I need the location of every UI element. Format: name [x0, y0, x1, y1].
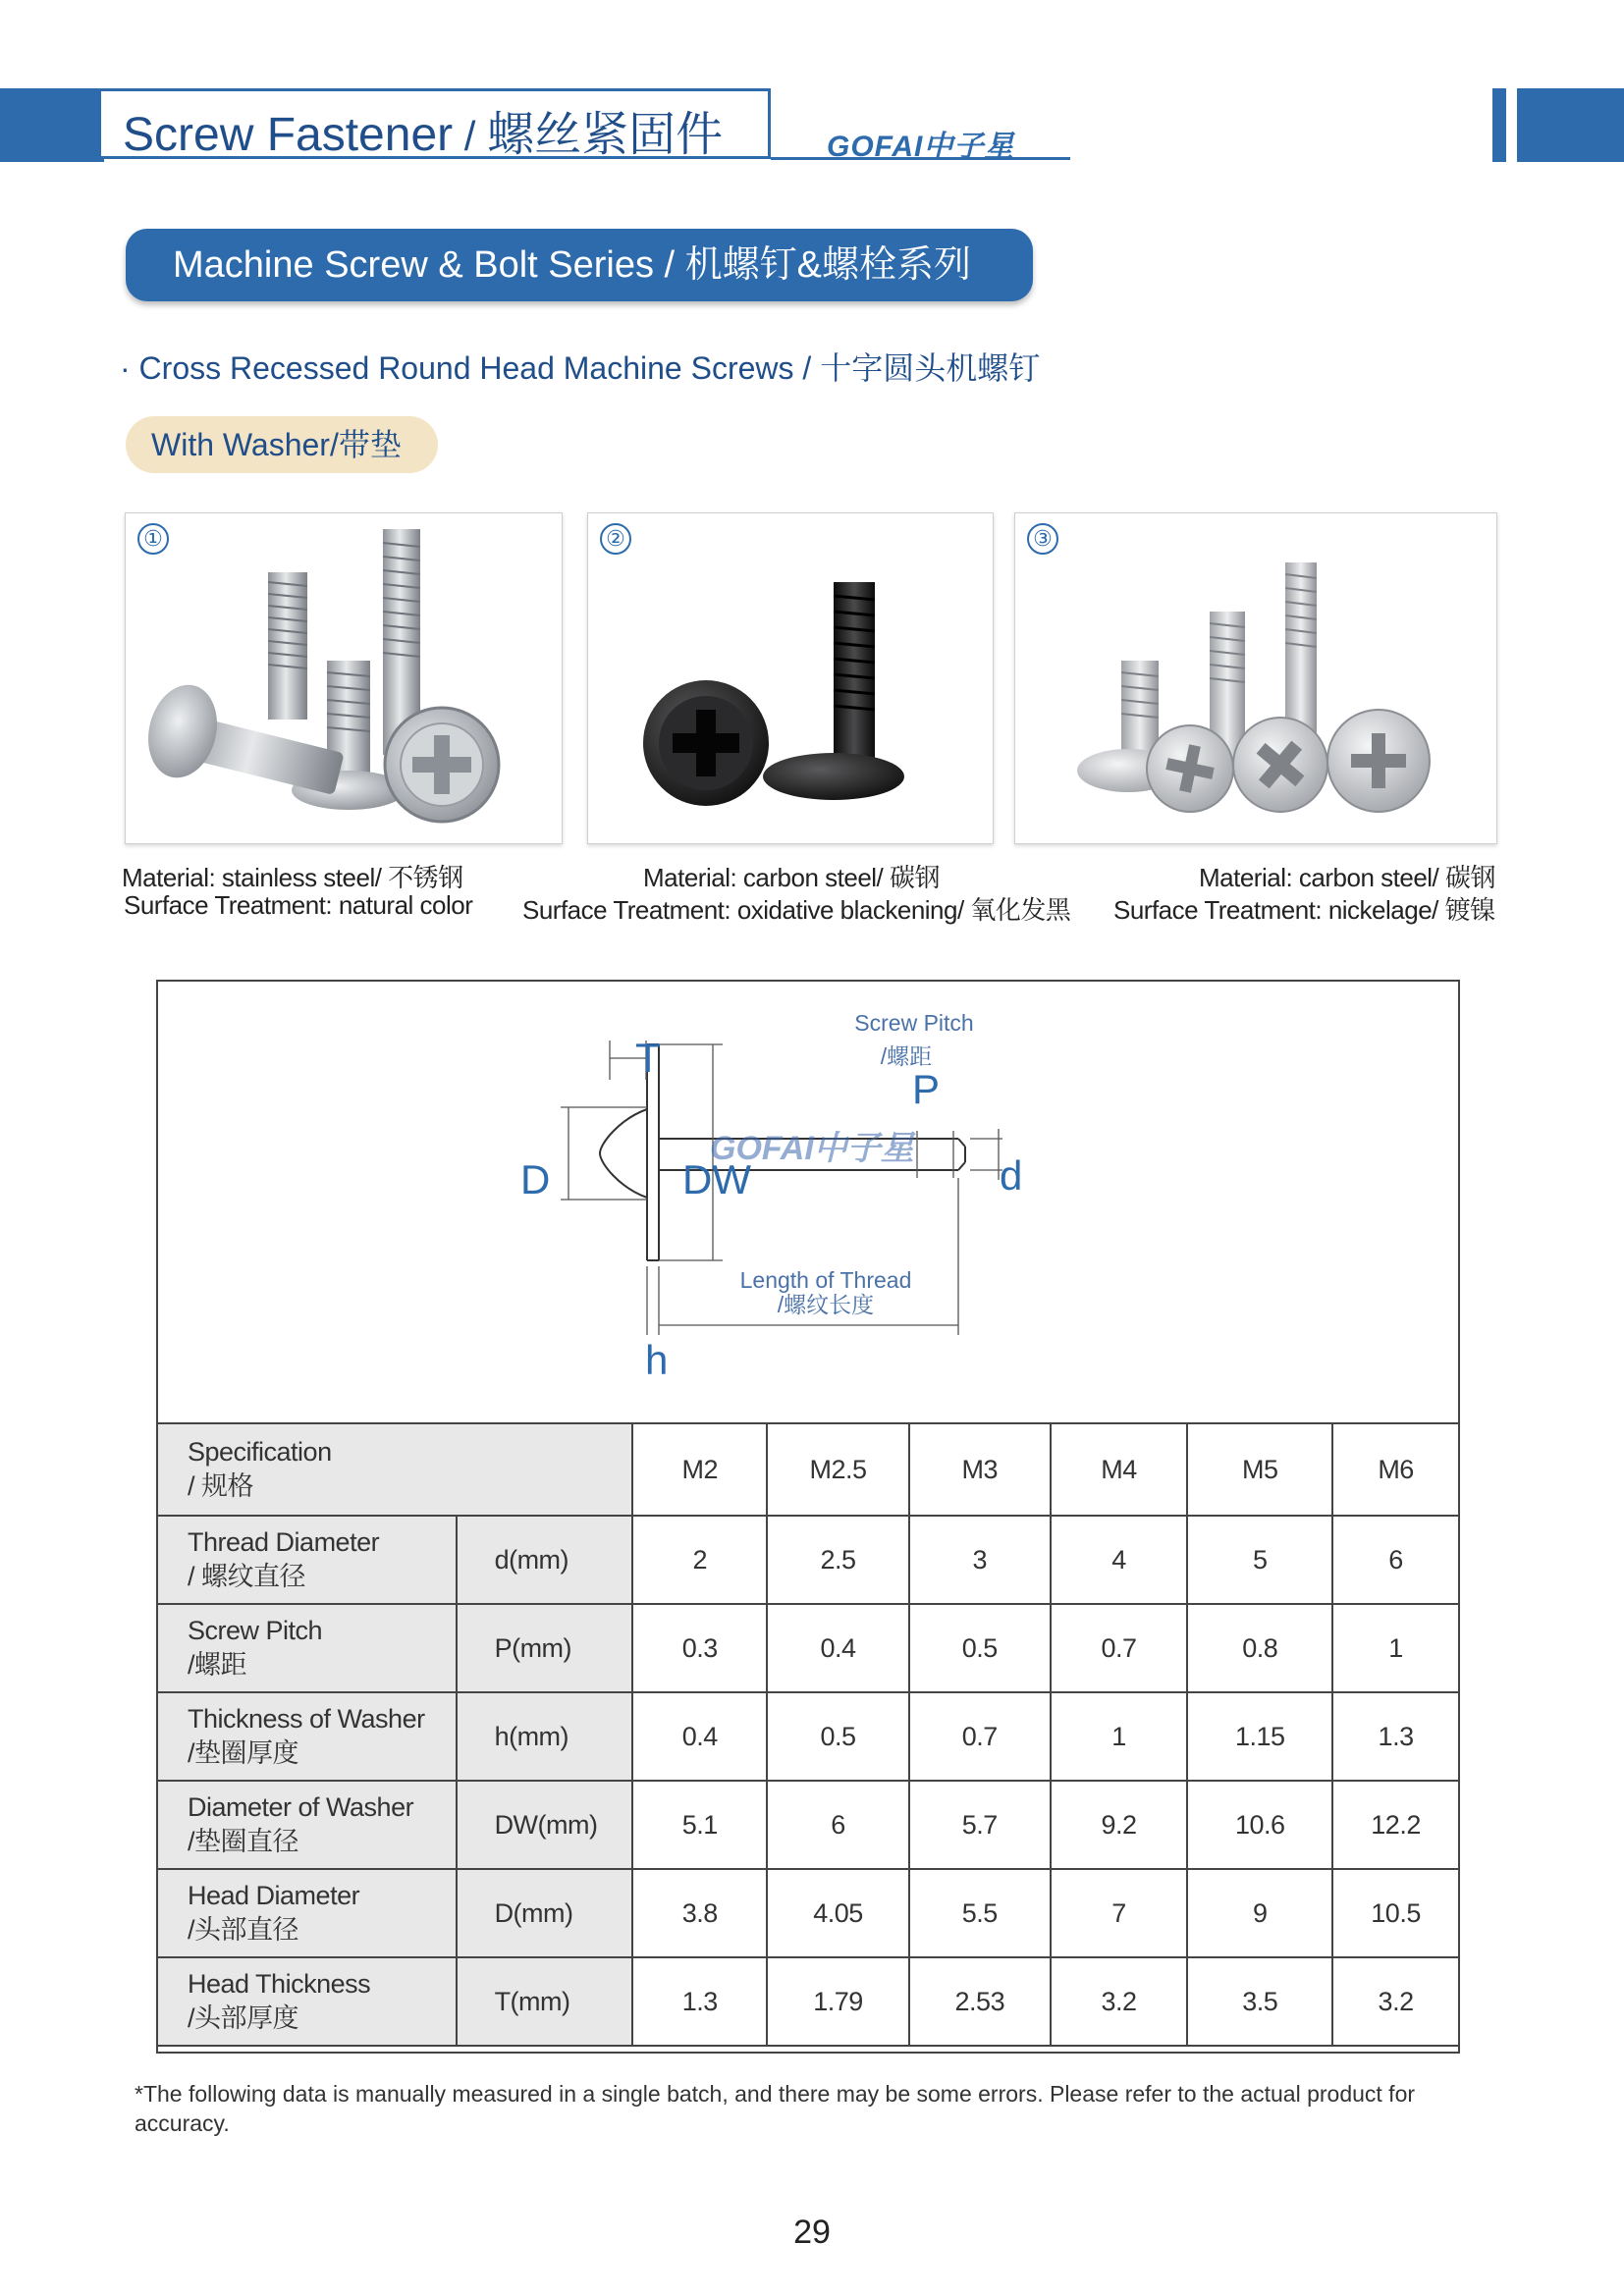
row-name: Head Diameter: [188, 1881, 360, 1910]
row-name: Screw Pitch: [188, 1616, 323, 1645]
table-cell: 0.5: [909, 1604, 1051, 1692]
spec-table: [156, 1422, 1460, 2047]
table-row: [157, 1869, 1459, 1957]
size-header: M3: [909, 1423, 1051, 1516]
row-name: Thickness of Washer: [188, 1704, 425, 1734]
product-photo-1: [125, 512, 563, 844]
table-row: [157, 1692, 1459, 1781]
row-name-cn: /垫圈直径: [188, 1827, 299, 1856]
nickel-screws-image: [1015, 513, 1496, 843]
table-cell: 2.53: [909, 1957, 1051, 2046]
page-title: [123, 96, 723, 164]
product-photo-3: [1014, 512, 1497, 844]
row-label: [157, 1957, 457, 2046]
table-cell: 0.7: [1051, 1604, 1188, 1692]
table-header-row: [157, 1423, 1459, 1516]
table-cell: 0.4: [632, 1692, 767, 1781]
table-cell: 5.5: [909, 1869, 1051, 1957]
table-cell: 4.05: [767, 1869, 909, 1957]
label-T: T: [635, 1035, 661, 1081]
product-number-1: ①: [137, 523, 169, 555]
table-cell: 3: [909, 1516, 1051, 1604]
spec-label: Specification: [188, 1437, 332, 1467]
series-banner: Machine Screw & Bolt Series / 机螺钉&螺栓系列: [126, 229, 1033, 301]
row-name: Thread Diameter: [188, 1527, 380, 1557]
row-unit: P(mm): [457, 1604, 633, 1692]
size-header: M6: [1332, 1423, 1459, 1516]
page-title-separator: /: [453, 113, 488, 159]
label-D: D: [520, 1156, 551, 1202]
page-title-en: Screw Fastener: [123, 109, 454, 161]
table-cell: 3.2: [1332, 1957, 1459, 2046]
footnote: *The following data is manually measured in a single batch, and there may be some errors. Please refer to the actual product for accuracy.: [135, 2081, 1416, 2136]
table-cell: 10.5: [1332, 1869, 1459, 1957]
product-3-material: Material: carbon steel/ 碳钢: [1199, 863, 1496, 892]
table-row: [157, 1781, 1459, 1869]
table-cell: 5: [1187, 1516, 1332, 1604]
row-label: [157, 1869, 457, 1957]
row-name-cn: /垫圈厚度: [188, 1738, 299, 1768]
row-name: Diameter of Washer: [188, 1792, 414, 1822]
table-cell: 12.2: [1332, 1781, 1459, 1869]
size-header: M5: [1187, 1423, 1332, 1516]
header-bar-left: [0, 88, 104, 162]
table-cell: 2: [632, 1516, 767, 1604]
product-2-material: Material: carbon steel/ 碳钢: [643, 863, 941, 892]
table-cell: 3.2: [1051, 1957, 1188, 2046]
table-cell: 4: [1051, 1516, 1188, 1604]
size-header: M4: [1051, 1423, 1188, 1516]
thread-length-label: Length of Thread: [739, 1267, 912, 1293]
table-row: [157, 1516, 1459, 1604]
page-number: 29: [793, 2214, 831, 2251]
table-cell: 0.7: [909, 1692, 1051, 1781]
table-cell: 3.8: [632, 1869, 767, 1957]
product-2-surface: Surface Treatment: oxidative blackening/ 氧化发黑: [522, 895, 1071, 925]
header-bar-right-thin: [1492, 88, 1506, 162]
header-bar-right: [1517, 88, 1624, 162]
diagram-watermark: GOFAI中子星: [710, 1130, 914, 1167]
table-cell: 2.5: [767, 1516, 909, 1604]
table-cell: 1: [1051, 1692, 1188, 1781]
table-cell: 1.3: [632, 1957, 767, 2046]
table-cell: 10.6: [1187, 1781, 1332, 1869]
product-number-2: ②: [600, 523, 631, 555]
label-DW: DW: [682, 1156, 751, 1202]
table-cell: 1.3: [1332, 1692, 1459, 1781]
row-label: [157, 1516, 457, 1604]
table-cell: 1.15: [1187, 1692, 1332, 1781]
product-subheading: · Cross Recessed Round Head Machine Screws / 十字圆头机螺钉: [120, 350, 1041, 386]
table-cell: 0.5: [767, 1692, 909, 1781]
product-3-surface: Surface Treatment: nickelage/ 镀镍: [1113, 895, 1495, 925]
pitch-label: Screw Pitch: [854, 1010, 974, 1036]
product-1-surface: Surface Treatment: natural color: [124, 890, 473, 920]
row-unit: h(mm): [457, 1692, 633, 1781]
variant-tag: With Washer/带垫: [126, 416, 438, 473]
product-photo-2: [587, 512, 994, 844]
table-cell: 5.1: [632, 1781, 767, 1869]
table-cell: 3.5: [1187, 1957, 1332, 2046]
product-1-material: Material: stainless steel/ 不锈钢: [122, 863, 463, 892]
brand-logo: GOFAI中子星: [827, 131, 1015, 163]
table-cell: 1.79: [767, 1957, 909, 2046]
row-name-cn: /头部厚度: [188, 2003, 299, 2033]
row-name-cn: /头部直径: [188, 1915, 299, 1945]
row-name-cn: /螺距: [188, 1650, 247, 1680]
row-unit: D(mm): [457, 1869, 633, 1957]
table-cell: 0.8: [1187, 1604, 1332, 1692]
table-cell: 0.4: [767, 1604, 909, 1692]
row-name-cn: / 螺纹直径: [188, 1562, 306, 1591]
thread-length-label-cn: /螺纹长度: [777, 1292, 875, 1317]
row-label: [157, 1604, 457, 1692]
table-cell: 6: [1332, 1516, 1459, 1604]
table-cell: 5.7: [909, 1781, 1051, 1869]
table-cell: 6: [767, 1781, 909, 1869]
product-number-3: ③: [1027, 523, 1058, 555]
label-P: P: [912, 1066, 941, 1112]
size-header: M2.5: [767, 1423, 909, 1516]
table-row: [157, 1604, 1459, 1692]
pitch-label-cn: /螺距: [880, 1043, 933, 1069]
dimension-diagram: [158, 982, 1458, 1421]
spec-label-cn: / 规格: [188, 1471, 254, 1501]
table-cell: 9.2: [1051, 1781, 1188, 1869]
table-cell: 7: [1051, 1869, 1188, 1957]
stainless-screws-image: [126, 513, 562, 843]
row-name: Head Thickness: [188, 1969, 371, 1999]
row-unit: DW(mm): [457, 1781, 633, 1869]
table-cell: 9: [1187, 1869, 1332, 1957]
size-header: M2: [632, 1423, 767, 1516]
page-title-cn: 螺丝紧固件: [487, 109, 724, 161]
label-h: h: [645, 1337, 669, 1383]
table-cell: 1: [1332, 1604, 1459, 1692]
spec-label-cell: [157, 1423, 632, 1516]
row-label: [157, 1781, 457, 1869]
label-d: d: [1000, 1152, 1023, 1199]
table-cell: 0.3: [632, 1604, 767, 1692]
row-unit: d(mm): [457, 1516, 633, 1604]
black-screw-image: [588, 513, 993, 843]
row-label: [157, 1692, 457, 1781]
table-row: [157, 1957, 1459, 2046]
row-unit: T(mm): [457, 1957, 633, 2046]
